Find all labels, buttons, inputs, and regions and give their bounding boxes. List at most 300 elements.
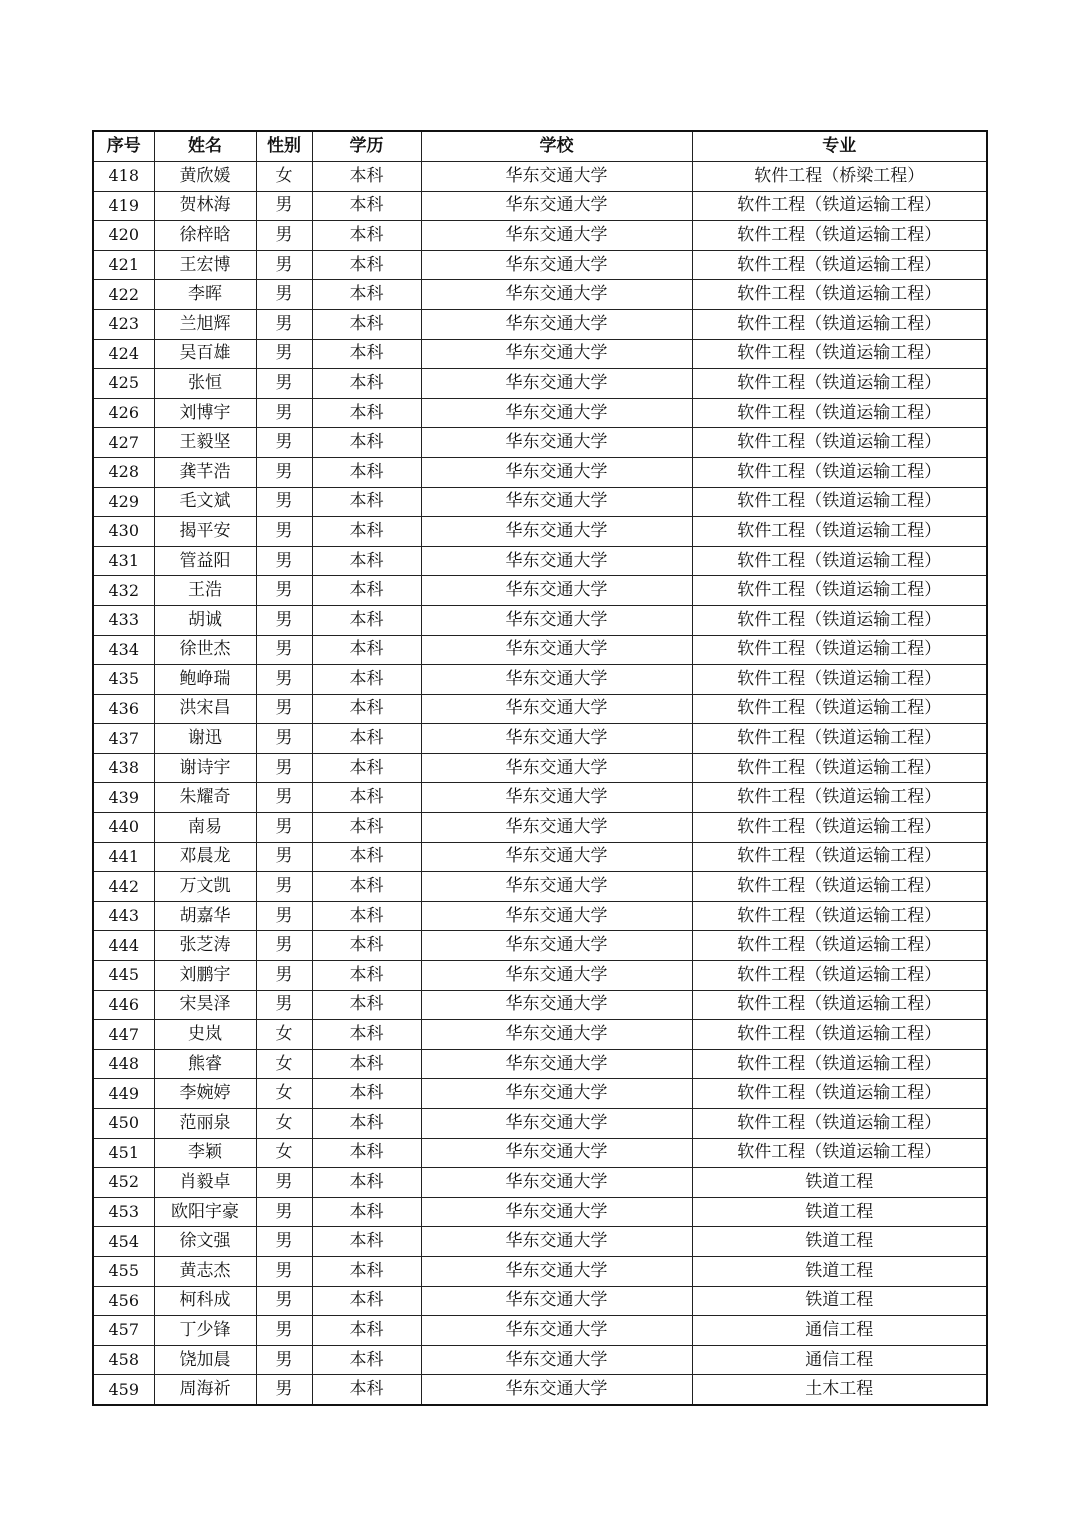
cell-education: 本科: [312, 1168, 421, 1198]
cell-major: 软件工程（铁道运输工程）: [692, 517, 987, 547]
cell-education: 本科: [312, 961, 421, 991]
cell-gender: 女: [256, 1109, 312, 1139]
table-row: [93, 339, 987, 369]
cell-major: 软件工程（铁道运输工程）: [692, 635, 987, 665]
cell-gender: 男: [256, 694, 312, 724]
cell-name: 鲍峥瑞: [154, 665, 256, 695]
cell-name: 张芝涛: [154, 931, 256, 961]
cell-school: 华东交通大学: [421, 665, 692, 695]
cell-gender: 男: [256, 280, 312, 310]
table-row: [93, 1197, 987, 1227]
cell-name: 史岚: [154, 1020, 256, 1050]
cell-name: 刘鹏宇: [154, 961, 256, 991]
cell-name: 熊睿: [154, 1049, 256, 1079]
cell-major: 软件工程（铁道运输工程）: [692, 753, 987, 783]
cell-index: 457: [93, 1316, 154, 1346]
cell-index: 419: [93, 191, 154, 221]
cell-gender: 男: [256, 1168, 312, 1198]
cell-education: 本科: [312, 457, 421, 487]
cell-index: 444: [93, 931, 154, 961]
cell-gender: 男: [256, 635, 312, 665]
cell-index: 437: [93, 724, 154, 754]
cell-gender: 男: [256, 753, 312, 783]
cell-gender: 男: [256, 1345, 312, 1375]
cell-index: 435: [93, 665, 154, 695]
cell-major: 铁道工程: [692, 1168, 987, 1198]
cell-major: 软件工程（铁道运输工程）: [692, 280, 987, 310]
cell-gender: 男: [256, 931, 312, 961]
table-row: [93, 1375, 987, 1405]
cell-index: 428: [93, 457, 154, 487]
cell-index: 458: [93, 1345, 154, 1375]
cell-education: 本科: [312, 191, 421, 221]
cell-school: 华东交通大学: [421, 221, 692, 251]
cell-name: 丁少锋: [154, 1316, 256, 1346]
cell-gender: 男: [256, 872, 312, 902]
cell-school: 华东交通大学: [421, 457, 692, 487]
cell-education: 本科: [312, 1345, 421, 1375]
cell-major: 软件工程（铁道运输工程）: [692, 309, 987, 339]
cell-name: 龚芊浩: [154, 457, 256, 487]
cell-index: 434: [93, 635, 154, 665]
cell-major: 软件工程（铁道运输工程）: [692, 1109, 987, 1139]
cell-name: 李晖: [154, 280, 256, 310]
cell-major: 软件工程（铁道运输工程）: [692, 605, 987, 635]
cell-name: 胡嘉华: [154, 901, 256, 931]
cell-education: 本科: [312, 576, 421, 606]
cell-name: 柯科成: [154, 1286, 256, 1316]
cell-index: 455: [93, 1256, 154, 1286]
cell-education: 本科: [312, 665, 421, 695]
cell-major: 软件工程（铁道运输工程）: [692, 990, 987, 1020]
cell-gender: 男: [256, 250, 312, 280]
cell-gender: 男: [256, 398, 312, 428]
cell-education: 本科: [312, 1375, 421, 1405]
cell-school: 华东交通大学: [421, 517, 692, 547]
cell-major: 铁道工程: [692, 1227, 987, 1257]
cell-major: 软件工程（铁道运输工程）: [692, 1138, 987, 1168]
cell-school: 华东交通大学: [421, 398, 692, 428]
cell-school: 华东交通大学: [421, 1256, 692, 1286]
cell-major: 软件工程（铁道运输工程）: [692, 250, 987, 280]
cell-gender: 男: [256, 813, 312, 843]
cell-education: 本科: [312, 694, 421, 724]
cell-major: 软件工程（铁道运输工程）: [692, 576, 987, 606]
cell-major: 软件工程（铁道运输工程）: [692, 191, 987, 221]
cell-education: 本科: [312, 1256, 421, 1286]
table-row: [93, 842, 987, 872]
cell-school: 华东交通大学: [421, 1079, 692, 1109]
cell-index: 422: [93, 280, 154, 310]
header-school: 学校: [421, 131, 692, 162]
cell-name: 万文凯: [154, 872, 256, 902]
table-row: [93, 1168, 987, 1198]
cell-school: 华东交通大学: [421, 1345, 692, 1375]
cell-school: 华东交通大学: [421, 694, 692, 724]
cell-index: 436: [93, 694, 154, 724]
table-row: [93, 1138, 987, 1168]
cell-education: 本科: [312, 1316, 421, 1346]
table-row: [93, 1227, 987, 1257]
cell-name: 贺林海: [154, 191, 256, 221]
cell-index: 456: [93, 1286, 154, 1316]
cell-education: 本科: [312, 842, 421, 872]
cell-name: 谢迅: [154, 724, 256, 754]
cell-school: 华东交通大学: [421, 1109, 692, 1139]
cell-gender: 女: [256, 162, 312, 192]
cell-name: 肖毅卓: [154, 1168, 256, 1198]
cell-gender: 女: [256, 1138, 312, 1168]
cell-school: 华东交通大学: [421, 339, 692, 369]
table-row: [93, 1079, 987, 1109]
cell-school: 华东交通大学: [421, 1316, 692, 1346]
cell-gender: 男: [256, 665, 312, 695]
cell-index: 438: [93, 753, 154, 783]
cell-education: 本科: [312, 221, 421, 251]
cell-school: 华东交通大学: [421, 961, 692, 991]
header-gender: 性别: [256, 131, 312, 162]
cell-major: 软件工程（铁道运输工程）: [692, 339, 987, 369]
cell-school: 华东交通大学: [421, 1286, 692, 1316]
cell-index: 443: [93, 901, 154, 931]
cell-school: 华东交通大学: [421, 487, 692, 517]
cell-major: 软件工程（铁道运输工程）: [692, 457, 987, 487]
cell-name: 揭平安: [154, 517, 256, 547]
cell-education: 本科: [312, 339, 421, 369]
cell-name: 李婉婷: [154, 1079, 256, 1109]
cell-index: 459: [93, 1375, 154, 1405]
header-major: 专业: [692, 131, 987, 162]
cell-education: 本科: [312, 813, 421, 843]
table-row: [93, 428, 987, 458]
cell-education: 本科: [312, 1138, 421, 1168]
cell-name: 王毅坚: [154, 428, 256, 458]
cell-school: 华东交通大学: [421, 605, 692, 635]
cell-gender: 男: [256, 1227, 312, 1257]
cell-index: 433: [93, 605, 154, 635]
cell-education: 本科: [312, 517, 421, 547]
table-row: [93, 783, 987, 813]
table-body: [93, 162, 987, 1405]
cell-education: 本科: [312, 1197, 421, 1227]
cell-name: 饶加晨: [154, 1345, 256, 1375]
cell-school: 华东交通大学: [421, 280, 692, 310]
cell-gender: 女: [256, 1049, 312, 1079]
table-row: [93, 309, 987, 339]
cell-education: 本科: [312, 724, 421, 754]
cell-gender: 男: [256, 605, 312, 635]
cell-school: 华东交通大学: [421, 1049, 692, 1079]
cell-name: 黄欣媛: [154, 162, 256, 192]
cell-school: 华东交通大学: [421, 1168, 692, 1198]
cell-name: 范丽泉: [154, 1109, 256, 1139]
cell-major: 铁道工程: [692, 1286, 987, 1316]
cell-education: 本科: [312, 1109, 421, 1139]
cell-education: 本科: [312, 1286, 421, 1316]
cell-gender: 男: [256, 369, 312, 399]
cell-name: 周海祈: [154, 1375, 256, 1405]
cell-name: 徐文强: [154, 1227, 256, 1257]
cell-name: 邓晨龙: [154, 842, 256, 872]
header-index: 序号: [93, 131, 154, 162]
cell-major: 土木工程: [692, 1375, 987, 1405]
cell-index: 423: [93, 309, 154, 339]
cell-index: 450: [93, 1109, 154, 1139]
cell-gender: 男: [256, 1316, 312, 1346]
table-row: [93, 457, 987, 487]
cell-major: 铁道工程: [692, 1197, 987, 1227]
cell-major: 通信工程: [692, 1316, 987, 1346]
cell-major: 软件工程（铁道运输工程）: [692, 961, 987, 991]
cell-name: 谢诗宇: [154, 753, 256, 783]
cell-gender: 男: [256, 457, 312, 487]
cell-index: 449: [93, 1079, 154, 1109]
table-row: [93, 961, 987, 991]
table-row: [93, 1049, 987, 1079]
cell-school: 华东交通大学: [421, 872, 692, 902]
cell-gender: 男: [256, 339, 312, 369]
cell-school: 华东交通大学: [421, 546, 692, 576]
cell-name: 兰旭辉: [154, 309, 256, 339]
cell-major: 软件工程（铁道运输工程）: [692, 1079, 987, 1109]
cell-name: 张恒: [154, 369, 256, 399]
document-page: [92, 130, 986, 1406]
cell-index: 429: [93, 487, 154, 517]
cell-gender: 男: [256, 1375, 312, 1405]
table-row: [93, 1286, 987, 1316]
cell-school: 华东交通大学: [421, 931, 692, 961]
cell-major: 软件工程（铁道运输工程）: [692, 398, 987, 428]
cell-education: 本科: [312, 605, 421, 635]
table-row: [93, 724, 987, 754]
cell-index: 431: [93, 546, 154, 576]
table-row: [93, 1020, 987, 1050]
table-row: [93, 605, 987, 635]
cell-education: 本科: [312, 901, 421, 931]
cell-index: 427: [93, 428, 154, 458]
cell-index: 445: [93, 961, 154, 991]
cell-major: 软件工程（铁道运输工程）: [692, 931, 987, 961]
cell-education: 本科: [312, 753, 421, 783]
cell-school: 华东交通大学: [421, 576, 692, 606]
cell-major: 软件工程（铁道运输工程）: [692, 487, 987, 517]
table-row: [93, 162, 987, 192]
cell-major: 通信工程: [692, 1345, 987, 1375]
table-row: [93, 753, 987, 783]
cell-gender: 男: [256, 191, 312, 221]
table-row: [93, 191, 987, 221]
table-row: [93, 931, 987, 961]
cell-index: 439: [93, 783, 154, 813]
cell-school: 华东交通大学: [421, 842, 692, 872]
table-row: [93, 635, 987, 665]
table-header-row: [93, 131, 987, 162]
cell-gender: 男: [256, 517, 312, 547]
cell-gender: 男: [256, 309, 312, 339]
cell-school: 华东交通大学: [421, 369, 692, 399]
cell-name: 朱耀奇: [154, 783, 256, 813]
cell-education: 本科: [312, 428, 421, 458]
cell-school: 华东交通大学: [421, 1375, 692, 1405]
cell-index: 430: [93, 517, 154, 547]
table-row: [93, 280, 987, 310]
table-row: [93, 576, 987, 606]
cell-education: 本科: [312, 398, 421, 428]
cell-index: 454: [93, 1227, 154, 1257]
cell-education: 本科: [312, 872, 421, 902]
cell-major: 软件工程（铁道运输工程）: [692, 901, 987, 931]
roster-table: [92, 130, 988, 1406]
cell-education: 本科: [312, 990, 421, 1020]
cell-gender: 男: [256, 1256, 312, 1286]
cell-major: 软件工程（铁道运输工程）: [692, 428, 987, 458]
cell-education: 本科: [312, 1020, 421, 1050]
table-row: [93, 369, 987, 399]
cell-school: 华东交通大学: [421, 753, 692, 783]
table-row: [93, 487, 987, 517]
cell-school: 华东交通大学: [421, 724, 692, 754]
cell-education: 本科: [312, 635, 421, 665]
table-row: [93, 665, 987, 695]
table-row: [93, 398, 987, 428]
cell-index: 426: [93, 398, 154, 428]
cell-education: 本科: [312, 369, 421, 399]
cell-education: 本科: [312, 783, 421, 813]
table-row: [93, 517, 987, 547]
cell-major: 软件工程（铁道运输工程）: [692, 665, 987, 695]
cell-major: 软件工程（铁道运输工程）: [692, 724, 987, 754]
header-education: 学历: [312, 131, 421, 162]
cell-index: 441: [93, 842, 154, 872]
cell-name: 徐世杰: [154, 635, 256, 665]
cell-name: 管益阳: [154, 546, 256, 576]
cell-education: 本科: [312, 1079, 421, 1109]
cell-gender: 女: [256, 1020, 312, 1050]
table-row: [93, 813, 987, 843]
cell-name: 黄志杰: [154, 1256, 256, 1286]
cell-education: 本科: [312, 931, 421, 961]
cell-gender: 男: [256, 221, 312, 251]
table-row: [93, 990, 987, 1020]
cell-major: 软件工程（铁道运输工程）: [692, 369, 987, 399]
cell-index: 453: [93, 1197, 154, 1227]
cell-education: 本科: [312, 1049, 421, 1079]
cell-gender: 男: [256, 990, 312, 1020]
cell-gender: 男: [256, 842, 312, 872]
table-row: [93, 1109, 987, 1139]
cell-school: 华东交通大学: [421, 635, 692, 665]
cell-gender: 男: [256, 1286, 312, 1316]
table-row: [93, 901, 987, 931]
cell-index: 425: [93, 369, 154, 399]
cell-gender: 女: [256, 1079, 312, 1109]
cell-school: 华东交通大学: [421, 783, 692, 813]
cell-gender: 男: [256, 1197, 312, 1227]
cell-major: 软件工程（铁道运输工程）: [692, 221, 987, 251]
cell-name: 毛文斌: [154, 487, 256, 517]
cell-gender: 男: [256, 576, 312, 606]
table-row: [93, 546, 987, 576]
cell-index: 447: [93, 1020, 154, 1050]
table-row: [93, 1256, 987, 1286]
cell-gender: 男: [256, 901, 312, 931]
cell-name: 王浩: [154, 576, 256, 606]
cell-school: 华东交通大学: [421, 191, 692, 221]
cell-gender: 男: [256, 783, 312, 813]
cell-gender: 男: [256, 428, 312, 458]
cell-index: 452: [93, 1168, 154, 1198]
cell-major: 软件工程（铁道运输工程）: [692, 694, 987, 724]
cell-school: 华东交通大学: [421, 250, 692, 280]
header-name: 姓名: [154, 131, 256, 162]
cell-major: 软件工程（铁道运输工程）: [692, 546, 987, 576]
cell-school: 华东交通大学: [421, 309, 692, 339]
cell-school: 华东交通大学: [421, 813, 692, 843]
cell-index: 420: [93, 221, 154, 251]
table-row: [93, 250, 987, 280]
cell-school: 华东交通大学: [421, 1138, 692, 1168]
cell-gender: 男: [256, 487, 312, 517]
cell-gender: 男: [256, 724, 312, 754]
cell-index: 448: [93, 1049, 154, 1079]
cell-school: 华东交通大学: [421, 1020, 692, 1050]
cell-index: 418: [93, 162, 154, 192]
cell-school: 华东交通大学: [421, 990, 692, 1020]
cell-education: 本科: [312, 162, 421, 192]
cell-gender: 男: [256, 961, 312, 991]
cell-index: 432: [93, 576, 154, 606]
cell-school: 华东交通大学: [421, 428, 692, 458]
cell-major: 软件工程（铁道运输工程）: [692, 842, 987, 872]
cell-index: 451: [93, 1138, 154, 1168]
cell-education: 本科: [312, 280, 421, 310]
cell-name: 洪宋昌: [154, 694, 256, 724]
cell-index: 442: [93, 872, 154, 902]
cell-name: 徐梓晗: [154, 221, 256, 251]
cell-name: 王宏博: [154, 250, 256, 280]
cell-index: 424: [93, 339, 154, 369]
cell-name: 南易: [154, 813, 256, 843]
cell-gender: 男: [256, 546, 312, 576]
table-row: [93, 872, 987, 902]
cell-name: 吴百雄: [154, 339, 256, 369]
cell-education: 本科: [312, 309, 421, 339]
cell-education: 本科: [312, 487, 421, 517]
cell-school: 华东交通大学: [421, 1197, 692, 1227]
table-row: [93, 1345, 987, 1375]
cell-major: 软件工程（铁道运输工程）: [692, 1020, 987, 1050]
cell-education: 本科: [312, 250, 421, 280]
cell-name: 李颖: [154, 1138, 256, 1168]
cell-name: 宋昊泽: [154, 990, 256, 1020]
cell-school: 华东交通大学: [421, 162, 692, 192]
table-row: [93, 221, 987, 251]
cell-index: 446: [93, 990, 154, 1020]
cell-name: 欧阳宇豪: [154, 1197, 256, 1227]
cell-school: 华东交通大学: [421, 1227, 692, 1257]
cell-name: 刘博宇: [154, 398, 256, 428]
cell-education: 本科: [312, 546, 421, 576]
cell-education: 本科: [312, 1227, 421, 1257]
table-row: [93, 694, 987, 724]
cell-major: 软件工程（铁道运输工程）: [692, 783, 987, 813]
cell-major: 软件工程（铁道运输工程）: [692, 813, 987, 843]
cell-school: 华东交通大学: [421, 901, 692, 931]
table-row: [93, 1316, 987, 1346]
cell-index: 440: [93, 813, 154, 843]
cell-name: 胡诚: [154, 605, 256, 635]
cell-major: 软件工程（桥梁工程）: [692, 162, 987, 192]
